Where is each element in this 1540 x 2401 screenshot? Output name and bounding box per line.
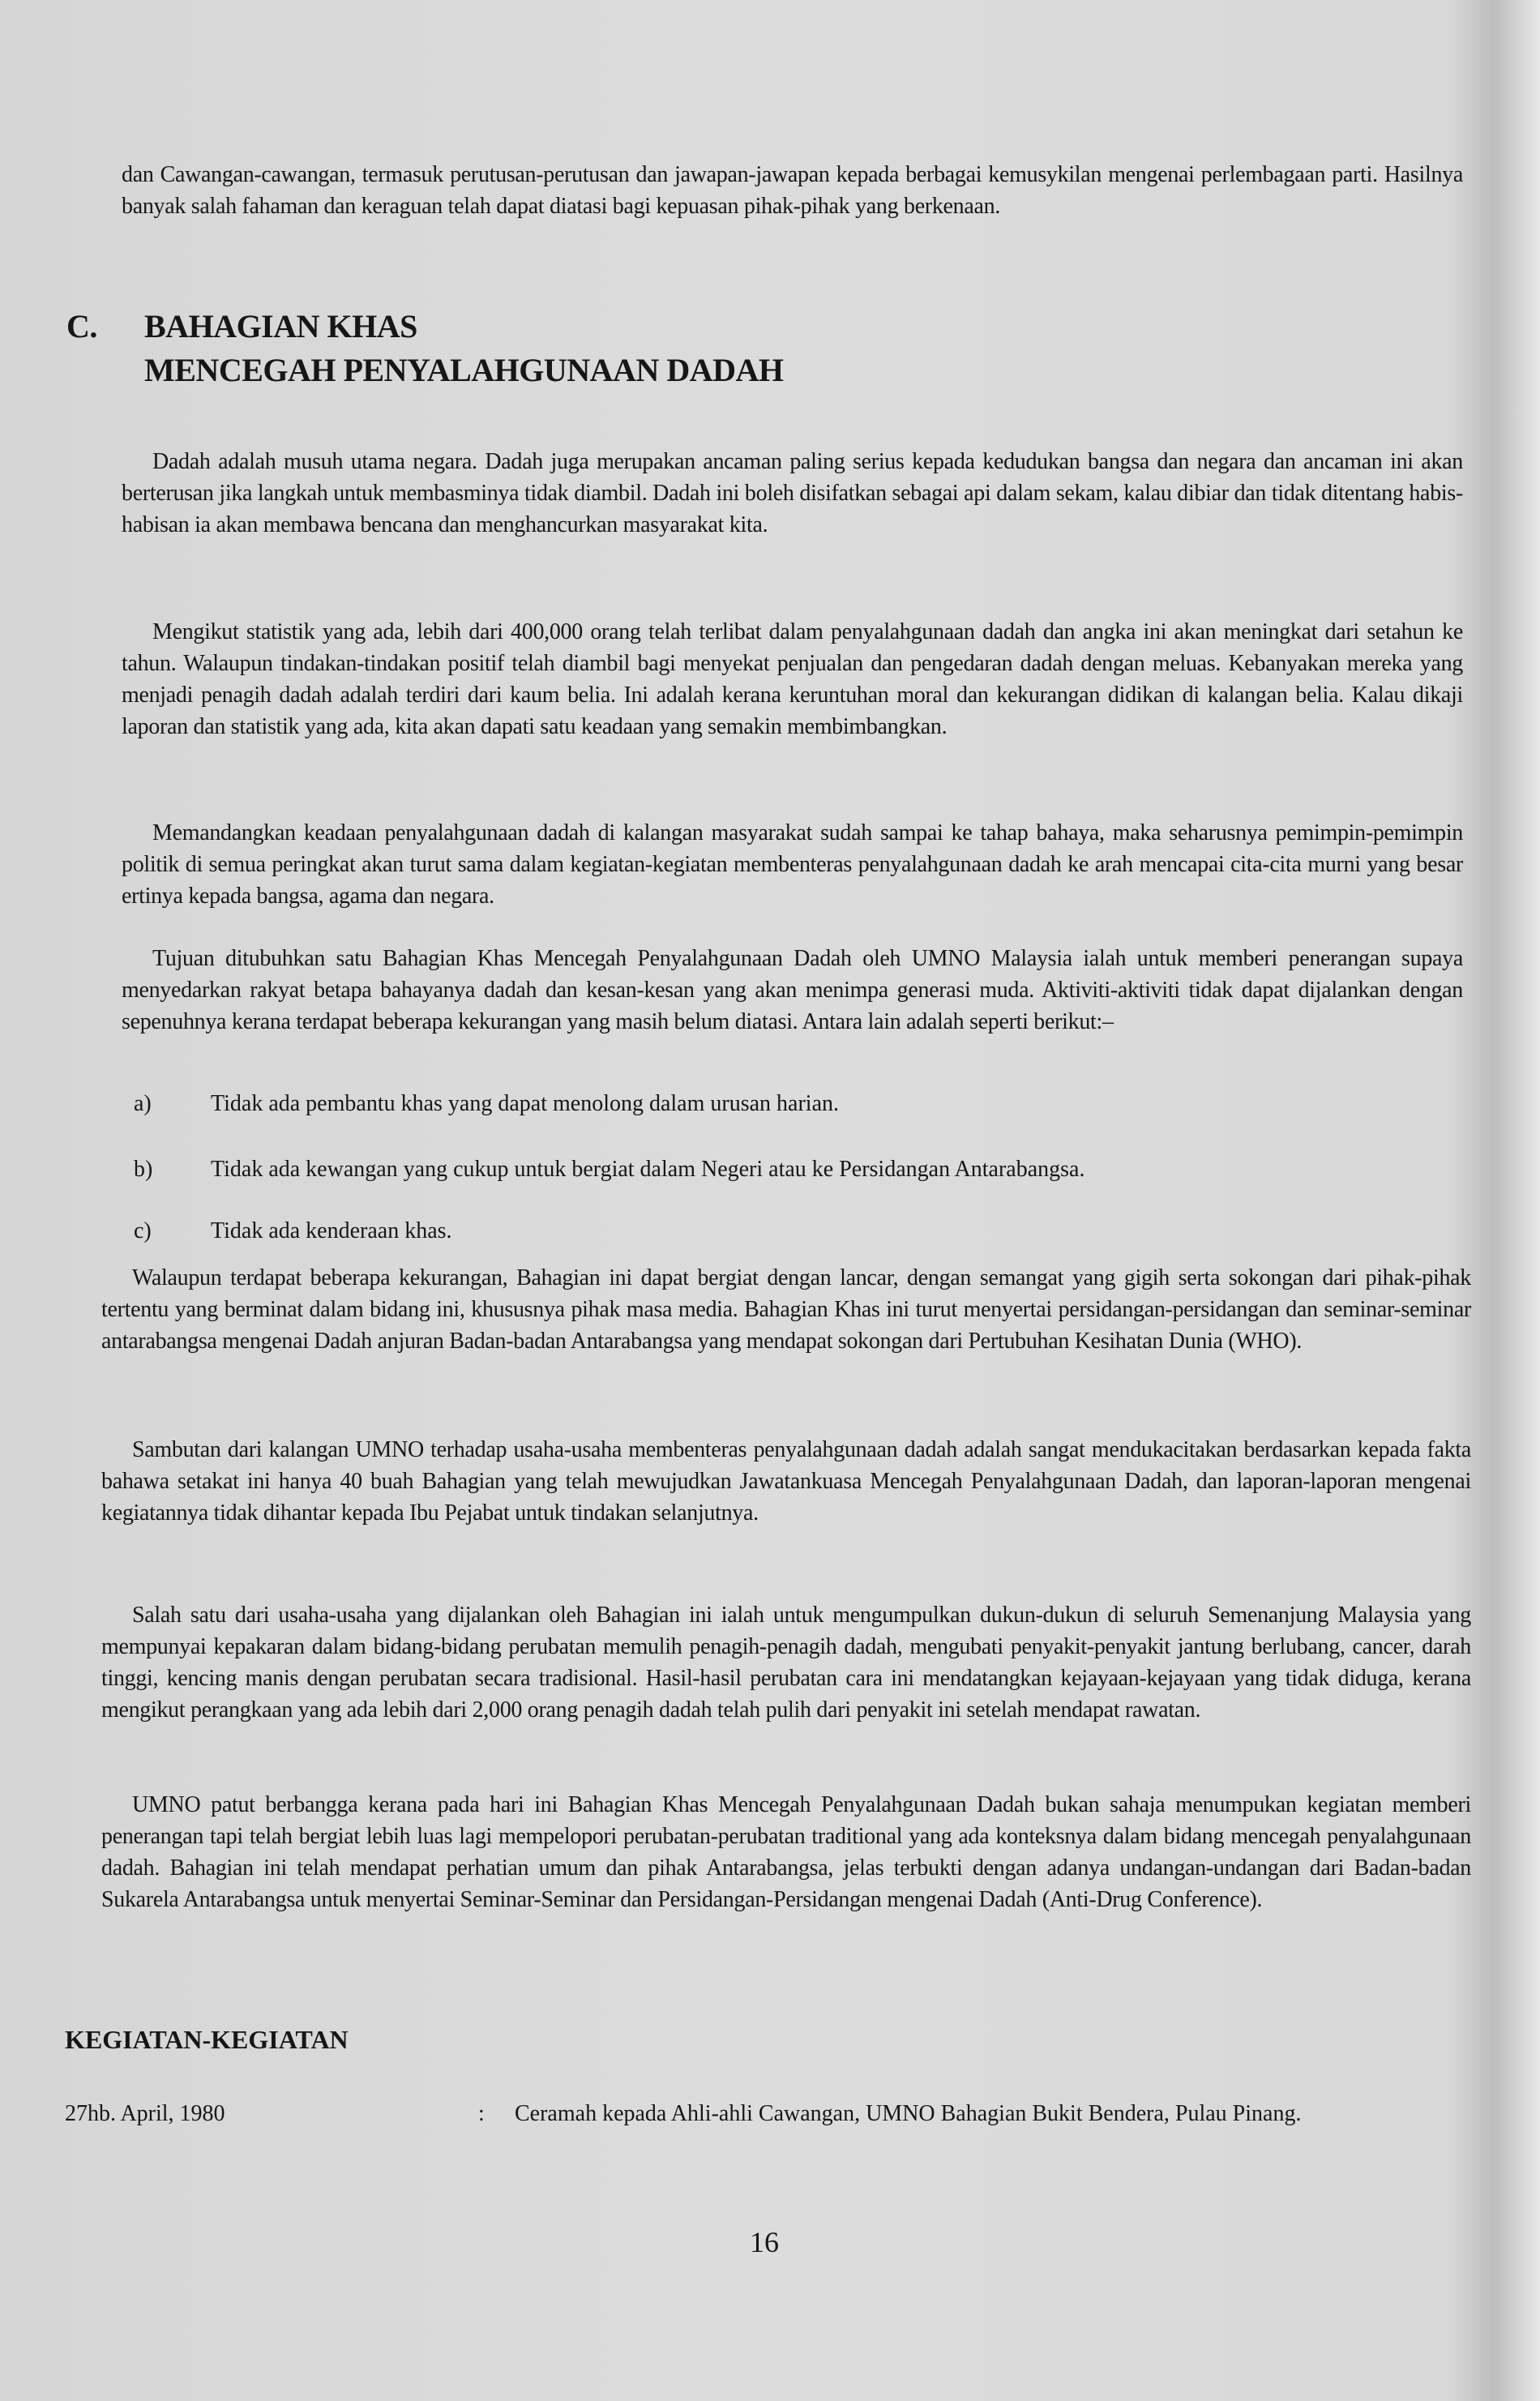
- paragraph-text: Dadah adalah musuh utama negara. Dadah juga merupakan ancaman paling serius kepada kedudukan bangsa dan negara dan ancaman ini akan berterusan jika langkah untuk membasminya tidak diambil. Dadah ini boleh disifatkan sebagai api dalam sekam, kalau dibiar dan tidak ditentang habis-habisan ia akan membawa bencana dan menghancurkan masyarakat kita.: [122, 449, 1463, 537]
- activity-text: Ceramah kepada Ahli-ahli Cawangan, UMNO Bahagian Bukit Bendera, Pulau Pinang.: [515, 2101, 1302, 2126]
- paragraph: [122, 446, 1463, 541]
- list-label: c): [134, 1218, 152, 1243]
- activity-separator: :: [478, 2101, 485, 2126]
- paragraph: [101, 1262, 1471, 1357]
- paragraph-text: Salah satu dari usaha-usaha yang dijalankan oleh Bahagian ini ialah untuk mengumpulkan dukun-dukun di seluruh Semenanjung Malaysia yang mempunyai kepakaran dalam bidang-bidang perubatan memulih penagih-penagih dadah, mengubati penyakit-penyakit jantung berlubang, cancer, darah tinggi, kencing manis dengan perubatan secara tradisional. Hasil-hasil perubatan cara ini mendatangkan kejayaan-kejayaan yang tidak diduga, kerana mengikut perangkaan yang ada lebih dari 2,000 orang penagih dadah telah pulih dari penyakit ini setelah mendapat rawatan.: [101, 1603, 1471, 1723]
- paragraph-text: Memandangkan keadaan penyalahgunaan dadah di kalangan masyarakat sudah sampai ke tahap bahaya, maka seharusnya pemimpin-pemimpin politik di semua peringkat akan turut sama dalam kegiatan-kegiatan membenteras penyalahgunaan dadah ke arah mencapai cita-cita murni yang besar ertinya kepada bangsa, agama dan negara.: [122, 820, 1463, 909]
- paragraph-text: Walaupun terdapat beberapa kekurangan, Bahagian ini dapat bergiat dengan lancar, dengan semangat yang gigih serta sokongan dari pihak-pihak tertentu yang berminat dalam bidang ini, khususnya pihak masa media. Bahagian Khas ini turut menyertai persidangan-persidangan dan seminar-seminar antarabangsa mengenai Dadah anjuran Badan-badan Antarabangsa yang mendapat sokongan dari Pertubuhan Kesihatan Dunia (WHO).: [101, 1265, 1471, 1354]
- list-text: Tidak ada kenderaan khas.: [211, 1218, 452, 1243]
- intro-paragraph: [122, 159, 1463, 222]
- paragraph: [101, 1599, 1471, 1726]
- list-label: b): [134, 1157, 153, 1182]
- list-item: [134, 1088, 1475, 1119]
- activity-date: 27hb. April, 1980: [65, 2101, 225, 2126]
- activities-heading: KEGIATAN-KEGIATAN: [65, 2025, 349, 2054]
- paragraph-text: dan Cawangan-cawangan, termasuk perutusan-perutusan dan jawapan-jawapan kepada berbagai kemusykilan mengenai perlembagaan parti. Hasilnya banyak salah fahaman dan keraguan telah dapat diatasi bagi kepuasan pihak-pihak yang berkenaan.: [122, 162, 1463, 219]
- paragraph: [122, 817, 1463, 912]
- list-text: Tidak ada pembantu khas yang dapat menolong dalam urusan harian.: [211, 1091, 839, 1116]
- list-item: [134, 1215, 1475, 1247]
- paragraph: [101, 1434, 1471, 1529]
- section-title-line2: MENCEGAH PENYALAHGUNAAN DADAH: [144, 352, 784, 388]
- paragraph-text: UMNO patut berbangga kerana pada hari ini Bahagian Khas Mencegah Penyalahgunaan Dadah bukan sahaja menumpukan kegiatan memberi penerangan tapi telah bergiat lebih luas lagi mempelopori perubatan-perubatan traditional yang ada konteksnya dalam bidang mencegah penyalahgunaan dadah. Bahagian ini telah mendapat perhatian umum dan pihak Antarabangsa, jelas terbukti dengan adanya undangan-undangan dari Badan-badan Sukarela Antarabangsa untuk menyertai Seminar-Seminar dan Persidangan-Persidangan mengenai Dadah (Anti-Drug Conference).: [101, 1792, 1471, 1912]
- paragraph: [122, 943, 1463, 1038]
- paragraph-text: Tujuan ditubuhkan satu Bahagian Khas Mencegah Penyalahgunaan Dadah oleh UMNO Malaysia ialah untuk memberi penerangan supaya menyedarkan rakyat betapa bahayanya dadah dan kesan-kesan yang akan menimpa generasi muda. Aktiviti-aktiviti tidak dapat dijalankan dengan sepenuhnya kerana terdapat beberapa kekurangan yang masih belum diatasi. Antara lain adalah seperti berikut:–: [122, 946, 1463, 1034]
- section-title-line1: BAHAGIAN KHAS: [144, 308, 417, 345]
- paragraph-text: Mengikut statistik yang ada, lebih dari 400,000 orang telah terlibat dalam penyalahgunaan dadah dan angka ini akan meningkat dari setahun ke tahun. Walaupun tindakan-tindakan positif telah diambil bagi menyekat penjualan dan pengedaran dadah dengan meluas. Kebanyakan mereka yang menjadi penagih dadah adalah terdiri dari kaum belia. Ini adalah kerana keruntuhan moral dan kekurangan didikan di kalangan belia. Kalau dikaji laporan dan statistik yang ada, kita akan dapati satu keadaan yang semakin membimbangkan.: [122, 619, 1463, 739]
- list-item: [134, 1153, 1475, 1185]
- paragraph: [122, 616, 1463, 743]
- list-text: Tidak ada kewangan yang cukup untuk bergiat dalam Negeri atau ke Persidangan Antarabangsa.: [211, 1157, 1085, 1182]
- paragraph: [101, 1789, 1471, 1915]
- paragraph-text: Sambutan dari kalangan UMNO terhadap usaha-usaha membenteras penyalahgunaan dadah adalah sangat mendukacitakan berdasarkan kepada fakta bahawa setakat ini hanya 40 buah Bahagian yang telah mewujudkan Jawatankuasa Mencegah Penyalahgunaan Dadah, dan laporan-laporan mengenai kegiatannya tidak dihantar kepada Ibu Pejabat untuk tindakan selanjutnya.: [101, 1437, 1471, 1526]
- list-label: a): [134, 1091, 152, 1116]
- section-letter: C.: [66, 308, 97, 345]
- page-number: 16: [750, 2226, 779, 2258]
